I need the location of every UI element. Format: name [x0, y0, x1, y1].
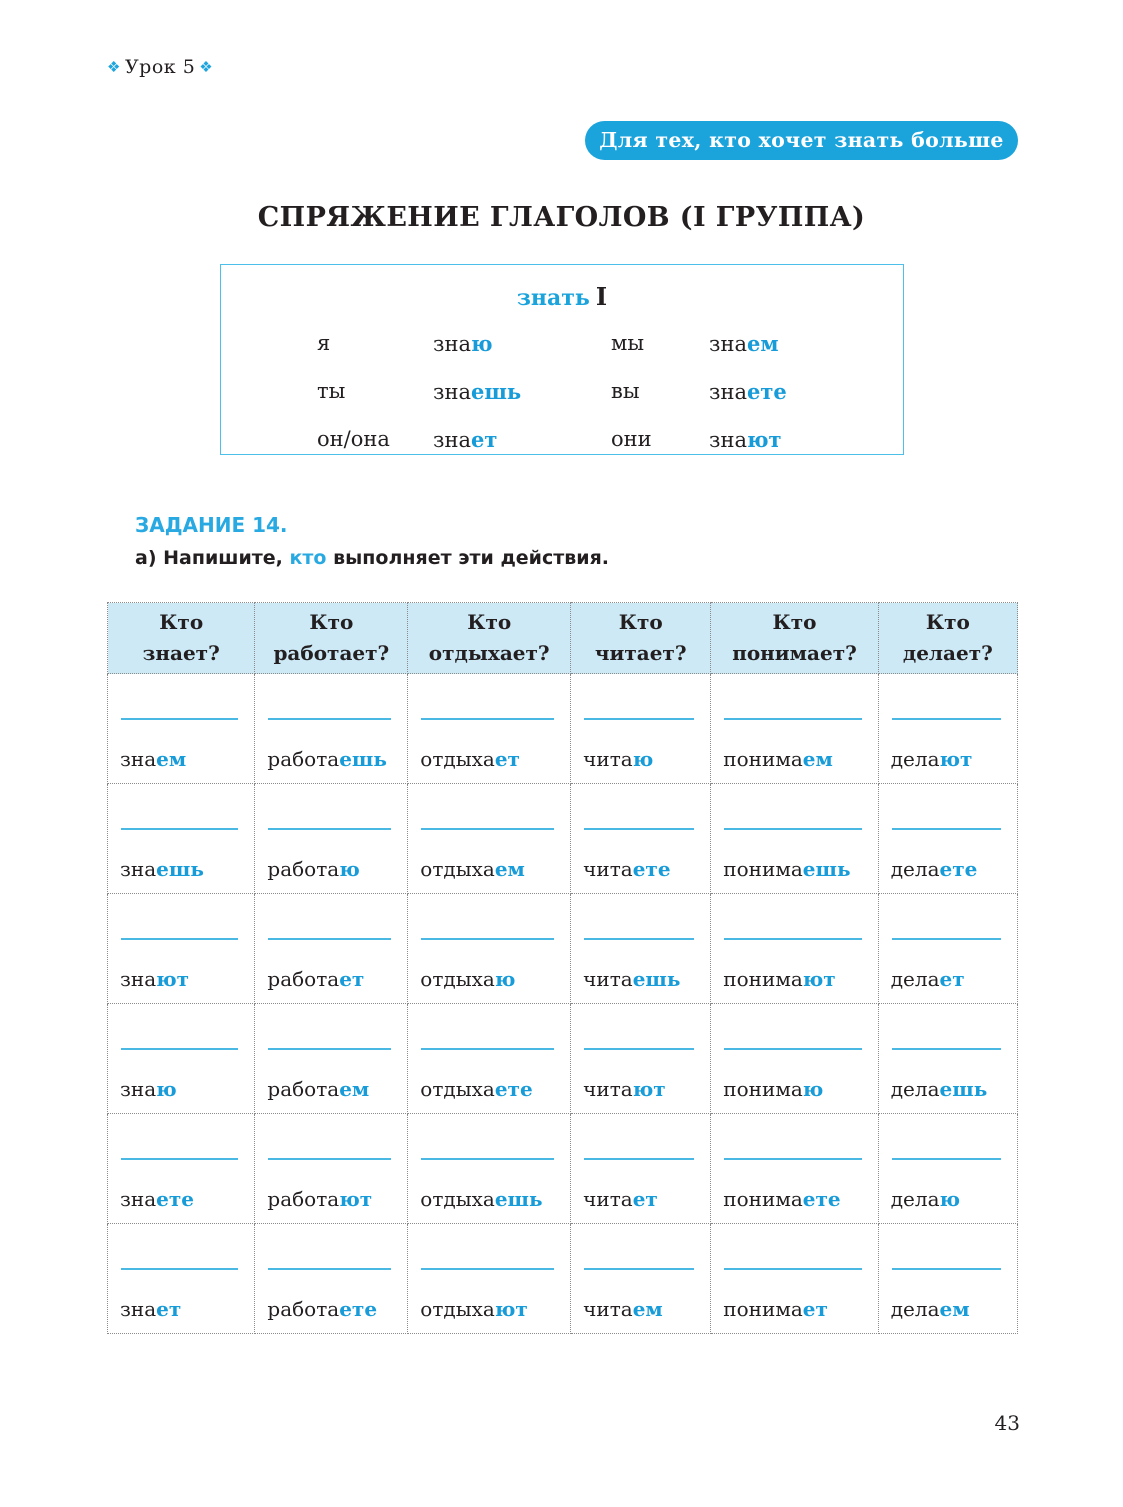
verb-cell	[571, 1224, 711, 1334]
verb-stem: работа	[267, 857, 340, 881]
verb-cell	[108, 1224, 255, 1334]
verb-cell	[878, 1114, 1017, 1224]
info-banner: Для тех, кто хочет знать больше	[585, 121, 1018, 160]
verb-cell	[571, 784, 711, 894]
verb-cell	[408, 1224, 571, 1334]
verb-ending: ют	[339, 1187, 373, 1211]
conjugation-grid	[317, 331, 903, 452]
verb-stem: работа	[267, 967, 340, 991]
exercise-row	[108, 784, 1018, 894]
verb-stem: чита	[583, 1297, 633, 1321]
verb-form	[267, 747, 407, 771]
verb-form	[891, 1187, 1017, 1211]
verb-ending: ем	[632, 1297, 663, 1321]
verb-stem: зна	[709, 428, 747, 452]
answer-blank-line	[724, 718, 861, 720]
answer-blank-line	[421, 1158, 554, 1160]
answer-blank-line	[268, 938, 391, 940]
column-header: Кто понимает?	[711, 603, 878, 674]
lesson-header	[103, 56, 217, 78]
verb-form	[583, 967, 710, 991]
verb-stem: работа	[267, 747, 340, 771]
verb-stem: зна	[120, 1077, 157, 1101]
verb-ending: ете	[494, 1077, 533, 1101]
column-header: Кто читает?	[571, 603, 711, 674]
verb-cell	[108, 894, 255, 1004]
pronoun: он/она	[317, 427, 390, 451]
answer-blank-line	[421, 718, 554, 720]
exercise-row	[108, 894, 1018, 1004]
exercise-row	[108, 1224, 1018, 1334]
verb-ending: ют	[494, 1297, 528, 1321]
header-row	[108, 603, 1018, 674]
infinitive-verb: знать	[516, 285, 590, 311]
verb-form	[709, 427, 903, 452]
verb-stem: зна	[120, 967, 157, 991]
answer-blank-line	[121, 1158, 238, 1160]
verb-cell	[711, 1004, 878, 1114]
verb-ending: ют	[746, 427, 782, 452]
verb-cell	[571, 894, 711, 1004]
verb-cell	[711, 784, 878, 894]
exercise-row	[108, 1004, 1018, 1114]
verb-stem: работа	[267, 1297, 340, 1321]
verb-cell	[878, 894, 1017, 1004]
verb-stem: зна	[120, 1187, 157, 1211]
instruction-highlight: кто	[289, 547, 327, 569]
verb-cell	[108, 784, 255, 894]
answer-blank-line	[421, 1268, 554, 1270]
verb-ending: ю	[939, 1187, 961, 1211]
exercise-row	[108, 674, 1018, 784]
verb-form	[120, 857, 254, 881]
verb-cell	[255, 894, 408, 1004]
verb-form	[120, 747, 254, 771]
pronoun: ты	[317, 379, 346, 403]
verb-stem: зна	[433, 380, 471, 404]
answer-blank-line	[892, 1048, 1001, 1050]
verb-form	[583, 1077, 710, 1101]
verb-stem: работа	[267, 1077, 340, 1101]
verb-stem: отдыха	[420, 747, 495, 771]
verb-ending: ем	[939, 1297, 970, 1321]
verb-ending: ете	[339, 1297, 378, 1321]
verb-ending: ем	[156, 747, 187, 771]
verb-cell	[255, 784, 408, 894]
verb-ending: ю	[339, 857, 360, 881]
answer-blank-line	[892, 938, 1001, 940]
verb-cell	[878, 674, 1017, 784]
verb-ending: ю	[802, 1077, 824, 1101]
verb-stem: чита	[583, 857, 633, 881]
verb-ending: ет	[939, 967, 965, 991]
answer-blank-line	[584, 718, 694, 720]
diamond-ornament-icon: ❖	[107, 58, 121, 76]
verb-ending: ете	[939, 857, 978, 881]
answer-blank-line	[121, 718, 238, 720]
answer-blank-line	[892, 1268, 1001, 1270]
verb-cell	[711, 894, 878, 1004]
verb-form	[891, 1077, 1017, 1101]
verb-stem: отдыха	[420, 857, 495, 881]
verb-form	[420, 1187, 570, 1211]
verb-ending: ет	[632, 1187, 658, 1211]
answer-blank-line	[121, 938, 238, 940]
verb-ending: ю	[156, 1077, 177, 1101]
verb-cell	[878, 1224, 1017, 1334]
verb-form	[723, 1077, 877, 1101]
verb-ending: ем	[802, 747, 833, 771]
verb-form	[433, 379, 611, 404]
verb-ending: ют	[632, 1077, 666, 1101]
verb-stem: зна	[120, 857, 157, 881]
verb-stem: понима	[723, 1297, 803, 1321]
verb-cell	[255, 1224, 408, 1334]
verb-cell	[408, 1114, 571, 1224]
verb-form	[267, 857, 407, 881]
verb-cell	[711, 1224, 878, 1334]
answer-blank-line	[421, 828, 554, 830]
verb-cell	[878, 1004, 1017, 1114]
answer-blank-line	[421, 938, 554, 940]
verb-ending: ете	[156, 1187, 195, 1211]
verb-ending: ете	[632, 857, 671, 881]
verb-cell	[108, 1114, 255, 1224]
page-number: 43	[994, 1411, 1020, 1435]
verb-ending: ешь	[494, 1187, 543, 1211]
verb-ending: ешь	[632, 967, 681, 991]
verb-form	[120, 1187, 254, 1211]
verb-form	[267, 1077, 407, 1101]
verb-stem: чита	[583, 1077, 633, 1101]
verb-form	[120, 1077, 254, 1101]
answer-blank-line	[724, 1158, 861, 1160]
answer-blank-line	[268, 1158, 391, 1160]
verb-stem: дела	[890, 1187, 940, 1211]
verb-ending: ешь	[156, 857, 204, 881]
verb-stem: дела	[890, 747, 940, 771]
verb-stem: чита	[583, 1187, 633, 1211]
verb-ending: ем	[746, 331, 779, 356]
verb-stem: понима	[723, 967, 803, 991]
verb-cell	[571, 674, 711, 784]
answer-blank-line	[268, 1048, 391, 1050]
verb-form	[709, 331, 903, 356]
task-instruction	[135, 547, 609, 569]
answer-blank-line	[724, 938, 861, 940]
verb-cell	[408, 674, 571, 784]
verb-form	[583, 1297, 710, 1321]
verb-stem: понима	[723, 1077, 803, 1101]
verb-ending: ет	[339, 967, 365, 991]
pronoun: я	[317, 331, 331, 355]
verb-cell	[255, 674, 408, 784]
pronoun: вы	[611, 379, 640, 403]
verb-ending: ете	[746, 379, 787, 404]
column-header: Кто отдыхает?	[408, 603, 571, 674]
verb-form	[420, 857, 570, 881]
verb-form	[420, 747, 570, 771]
answer-blank-line	[584, 938, 694, 940]
verb-ending: ешь	[339, 747, 387, 771]
verb-stem: зна	[709, 332, 747, 356]
answer-blank-line	[121, 1048, 238, 1050]
verb-stem: работа	[267, 1187, 340, 1211]
column-header: Кто знает?	[108, 603, 255, 674]
verb-ending: ем	[494, 857, 525, 881]
verb-form	[723, 1187, 877, 1211]
verb-cell	[571, 1114, 711, 1224]
verb-cell	[408, 1004, 571, 1114]
verb-cell	[408, 894, 571, 1004]
answer-blank-line	[121, 1268, 238, 1270]
verb-form	[120, 967, 254, 991]
verb-ending: ем	[339, 1077, 370, 1101]
task-number-label: ЗАДАНИЕ 14.	[135, 513, 288, 537]
verb-ending: ют	[156, 967, 190, 991]
verb-form	[267, 967, 407, 991]
instruction-prefix: а) Напишите,	[135, 547, 290, 569]
verb-form	[723, 857, 877, 881]
verb-stem: зна	[120, 1297, 157, 1321]
verb-form	[723, 1297, 877, 1321]
verb-cell	[711, 674, 878, 784]
verb-stem: зна	[120, 747, 157, 771]
verb-stem: чита	[583, 747, 633, 771]
verb-form	[891, 747, 1017, 771]
verb-form	[120, 1297, 254, 1321]
column-header: Кто делает?	[878, 603, 1017, 674]
answer-blank-line	[892, 1158, 1001, 1160]
verb-cell	[255, 1114, 408, 1224]
verb-ending: ют	[939, 747, 973, 771]
verb-stem: дела	[890, 1297, 940, 1321]
verb-cell	[255, 1004, 408, 1114]
verb-cell	[108, 674, 255, 784]
answer-blank-line	[268, 1268, 391, 1270]
group-numeral: I	[595, 282, 608, 311]
answer-blank-line	[268, 718, 391, 720]
verb-ending: ет	[470, 427, 498, 452]
verb-ending: ю	[494, 967, 516, 991]
verb-form	[583, 1187, 710, 1211]
verb-form	[420, 967, 570, 991]
pronoun: мы	[611, 331, 645, 355]
verb-form	[891, 967, 1017, 991]
verb-form	[723, 747, 877, 771]
verb-stem: отдыха	[420, 967, 495, 991]
exercise-row	[108, 1114, 1018, 1224]
diamond-ornament-icon: ❖	[199, 58, 214, 76]
verb-stem: понима	[723, 857, 803, 881]
answer-blank-line	[584, 1048, 694, 1050]
verb-form	[433, 331, 611, 356]
verb-form	[420, 1297, 570, 1321]
exercise-table-body	[108, 674, 1018, 1334]
pronoun: они	[611, 427, 652, 451]
verb-cell	[408, 784, 571, 894]
verb-stem: понима	[723, 1187, 803, 1211]
answer-blank-line	[584, 1268, 694, 1270]
answer-blank-line	[892, 718, 1001, 720]
answer-blank-line	[724, 1048, 861, 1050]
answer-blank-line	[584, 1158, 694, 1160]
conjugation-box	[220, 264, 904, 455]
verb-ending: ю	[470, 331, 493, 356]
verb-cell	[878, 784, 1017, 894]
verb-stem: отдыха	[420, 1297, 495, 1321]
verb-stem: дела	[890, 857, 940, 881]
exercise-table-wrapper	[107, 602, 1018, 1334]
verb-cell	[108, 1004, 255, 1114]
page-title: СПРЯЖЕНИЕ ГЛАГОЛОВ (I ГРУППА)	[257, 202, 866, 233]
verb-form	[267, 1297, 407, 1321]
verb-form	[891, 1297, 1017, 1321]
verb-cell	[711, 1114, 878, 1224]
verb-form	[267, 1187, 407, 1211]
conjugation-box-title	[221, 282, 903, 311]
verb-form	[723, 967, 877, 991]
exercise-table-header	[108, 603, 1018, 674]
verb-form	[420, 1077, 570, 1101]
verb-stem: чита	[583, 967, 633, 991]
verb-stem: зна	[433, 428, 471, 452]
verb-ending: ете	[802, 1187, 841, 1211]
verb-stem: зна	[433, 332, 471, 356]
answer-blank-line	[421, 1048, 554, 1050]
answer-blank-line	[892, 828, 1001, 830]
verb-stem: дела	[890, 967, 940, 991]
exercise-table	[107, 602, 1018, 1334]
verb-ending: ешь	[470, 379, 522, 404]
verb-form	[433, 427, 611, 452]
answer-blank-line	[724, 828, 861, 830]
verb-form	[709, 379, 903, 404]
answer-blank-line	[268, 828, 391, 830]
verb-ending: ешь	[802, 857, 851, 881]
instruction-suffix: выполняет эти действия.	[326, 547, 610, 569]
lesson-label: Урок 5	[124, 56, 196, 78]
verb-form	[891, 857, 1017, 881]
verb-ending: ешь	[939, 1077, 988, 1101]
verb-stem: отдыха	[420, 1187, 495, 1211]
verb-form	[583, 857, 710, 881]
verb-ending: ю	[632, 747, 654, 771]
verb-stem: понима	[723, 747, 803, 771]
verb-stem: дела	[890, 1077, 940, 1101]
verb-ending: ет	[802, 1297, 828, 1321]
answer-blank-line	[121, 828, 238, 830]
answer-blank-line	[584, 828, 694, 830]
answer-blank-line	[724, 1268, 861, 1270]
verb-ending: ет	[494, 747, 520, 771]
verb-ending: ет	[156, 1297, 182, 1321]
column-header: Кто работает?	[255, 603, 408, 674]
verb-stem: отдыха	[420, 1077, 495, 1101]
verb-cell	[571, 1004, 711, 1114]
verb-stem: зна	[709, 380, 747, 404]
verb-form	[583, 747, 710, 771]
verb-ending: ют	[802, 967, 836, 991]
